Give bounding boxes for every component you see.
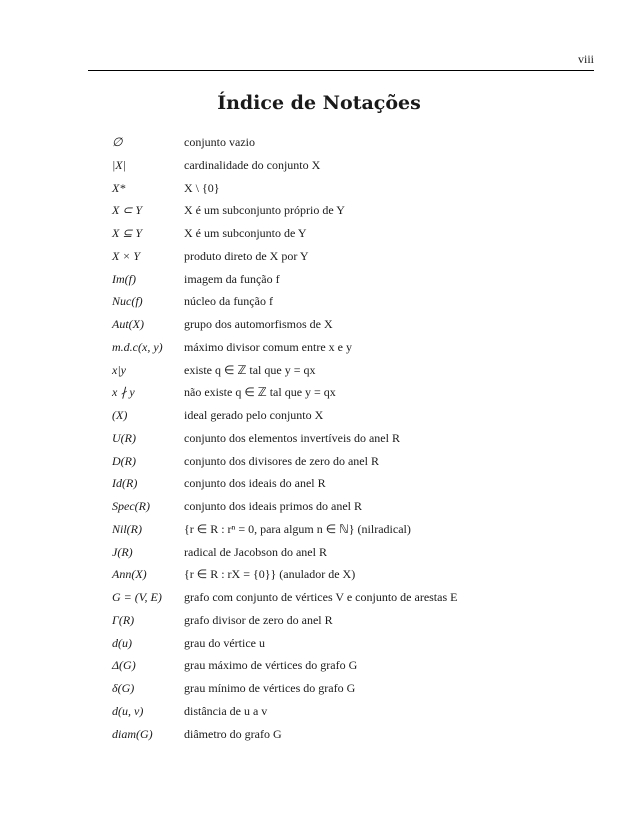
page-number: viii [577, 52, 594, 66]
notation-row [112, 199, 612, 222]
notation-row [112, 427, 612, 450]
notation-row [112, 268, 612, 291]
notation-row [112, 654, 612, 677]
notation-description: conjunto dos divisores de zero do anel R [184, 453, 379, 468]
notation-description: {r ∈ R : rX = {0}} (anulador de X) [184, 567, 356, 582]
notation-symbol: (X) [112, 408, 128, 422]
notation-row [112, 586, 612, 609]
notation-description: não existe q ∈ ℤ tal que y = qx [184, 385, 336, 400]
notation-symbol: Nil(R) [112, 521, 142, 536]
notation-symbol: ∅ [112, 135, 123, 149]
notation-row [112, 313, 612, 336]
notation-row [112, 290, 612, 313]
notation-description: ideal gerado pelo conjunto X [184, 408, 324, 422]
page-title: Índice de Notações [217, 92, 421, 114]
notation-symbol: |X| [112, 157, 126, 172]
notation-symbol: Δ(G) [112, 658, 136, 673]
notation-row [112, 723, 612, 746]
notation-symbol: X* [112, 180, 126, 195]
notation-symbol: diam(G) [112, 726, 153, 741]
header-rule [88, 70, 594, 71]
notation-row [112, 677, 612, 700]
notation-symbol: D(R) [112, 453, 136, 468]
notation-symbol: x|y [112, 362, 126, 377]
notation-row [112, 472, 612, 495]
notation-symbol: Ann(X) [112, 567, 147, 582]
notation-symbol: X ⊆ Y [112, 226, 143, 240]
notation-description: grau mínimo de vértices do grafo G [184, 681, 356, 695]
notation-row [112, 563, 612, 586]
notation-row [112, 154, 612, 177]
notation-symbol: Aut(X) [112, 317, 144, 331]
notation-description: radical de Jacobson do anel R [184, 544, 327, 559]
notation-row [112, 245, 612, 268]
notation-row [112, 404, 612, 427]
notation-description: produto direto de X por Y [184, 248, 309, 263]
notation-row [112, 131, 612, 154]
notation-row [112, 495, 612, 518]
notation-description: conjunto dos elementos invertíveis do anel R [184, 430, 400, 445]
notation-row [112, 541, 612, 564]
notation-symbol: X × Y [112, 248, 141, 263]
notation-description: imagem da função f [184, 271, 280, 286]
notation-description: X é um subconjunto próprio de Y [184, 203, 345, 218]
notation-symbol: δ(G) [112, 681, 135, 695]
notation-description: grupo dos automorfismos de X [184, 317, 333, 331]
notation-symbol: J(R) [112, 544, 133, 559]
notation-row [112, 222, 612, 245]
notation-description: grafo com conjunto de vértices V e conjunto de arestas E [184, 590, 458, 604]
notation-symbol: Nuc(f) [112, 294, 143, 309]
notation-description: máximo divisor comum entre x e y [184, 339, 352, 354]
notation-description: grau máximo de vértices do grafo G [184, 658, 358, 673]
notation-row [112, 609, 612, 632]
notation-symbol: x ∤ y [112, 385, 135, 400]
notation-symbol: U(R) [112, 430, 136, 445]
notation-row [112, 518, 612, 541]
notation-description: grafo divisor de zero do anel R [184, 612, 333, 627]
notation-symbol: d(u) [112, 635, 132, 650]
notation-description: conjunto dos ideais primos do anel R [184, 499, 362, 513]
notation-description: grau do vértice u [184, 635, 265, 650]
notation-row [112, 632, 612, 655]
notation-row [112, 336, 612, 359]
notation-row [112, 450, 612, 473]
notation-description: conjunto dos ideais do anel R [184, 476, 326, 491]
notation-row [112, 359, 612, 382]
notation-row [112, 700, 612, 723]
notation-symbol: X ⊂ Y [112, 203, 143, 218]
notation-description: X é um subconjunto de Y [184, 226, 307, 240]
notation-description: núcleo da função f [184, 294, 273, 309]
notation-row [112, 177, 612, 200]
notation-list [112, 131, 612, 745]
notation-symbol: Spec(R) [112, 499, 150, 513]
notation-symbol: m.d.c(x, y) [112, 339, 163, 354]
notation-description: distância de u a v [184, 703, 268, 718]
notation-description: cardinalidade do conjunto X [184, 157, 321, 172]
notation-symbol: Id(R) [112, 476, 138, 491]
notation-symbol: d(u, v) [112, 703, 144, 718]
notation-symbol: Im(f) [112, 271, 136, 286]
notation-row [112, 381, 612, 404]
notation-description: conjunto vazio [184, 135, 255, 149]
notation-description: X \ {0} [184, 180, 220, 195]
notation-description: existe q ∈ ℤ tal que y = qx [184, 362, 316, 377]
notation-symbol: G = (V, E) [112, 590, 162, 604]
notation-description: {r ∈ R : rⁿ = 0, para algum n ∈ ℕ} (nilradical) [184, 521, 411, 536]
notation-description: diâmetro do grafo G [184, 726, 282, 741]
notation-symbol: Γ(R) [112, 612, 135, 627]
